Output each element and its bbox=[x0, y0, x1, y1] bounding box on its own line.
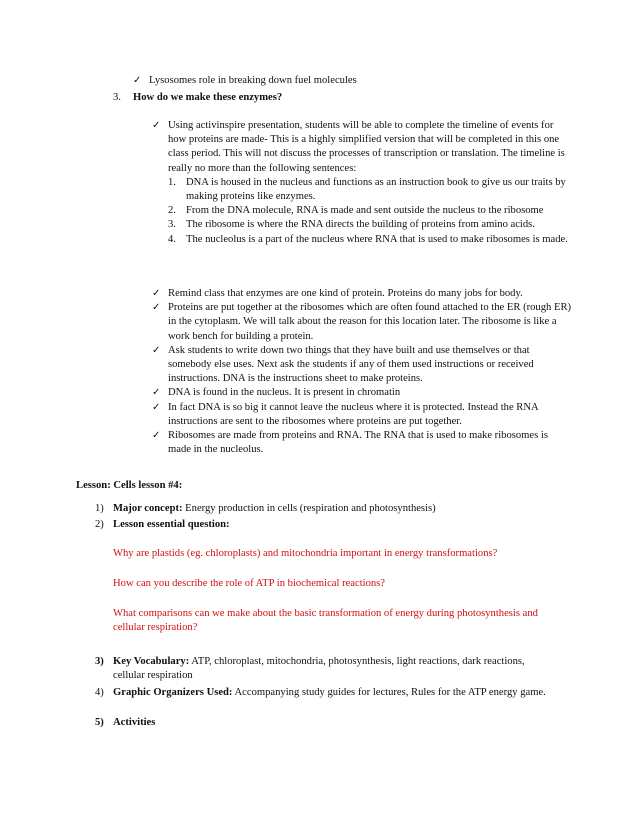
item-label: Activities bbox=[113, 717, 156, 728]
item-text: Energy production in cells (respiration and photosynthesis) bbox=[182, 503, 436, 514]
item-text: Accompanying study guides for lectures, Rules for the ATP energy game. bbox=[232, 687, 546, 698]
bullet-text: Remind class that enzymes are one kind of protein. Proteins do many jobs for body. bbox=[168, 288, 523, 299]
check-mark-icon: ✓ bbox=[152, 387, 161, 399]
bullet-item bbox=[152, 401, 572, 429]
timeline-number: 4. bbox=[168, 233, 176, 245]
bullet-list bbox=[152, 287, 572, 457]
essential-question-3: What comparisons can we make about the basic transformation of energy during photosynthesis and cellular respiration? bbox=[113, 608, 538, 634]
question-3-number: 3. bbox=[113, 92, 121, 103]
timeline-text: DNA is housed in the nucleus and functions as an instruction book to give us our traits by making proteins like enzymes. bbox=[186, 176, 566, 203]
question-3-heading bbox=[113, 91, 553, 105]
timeline-item bbox=[168, 176, 572, 204]
lesson-item-major-concept bbox=[95, 502, 555, 516]
bullet-item bbox=[152, 429, 572, 457]
question-3-title: How do we make these enzymes? bbox=[133, 92, 283, 103]
check-mark-icon: ✓ bbox=[152, 344, 161, 356]
item-number: 5) bbox=[95, 717, 104, 728]
lesson-item-graphic-organizers bbox=[95, 686, 555, 700]
lesson-item-activities bbox=[95, 716, 555, 730]
check-mark-icon: ✓ bbox=[152, 288, 161, 299]
bullet-text: DNA is found in the nucleus. It is present in chromatin bbox=[168, 387, 401, 399]
timeline-number: 2. bbox=[168, 205, 176, 217]
item-label: Lesson essential question: bbox=[113, 519, 230, 530]
timeline-number: 3. bbox=[168, 219, 176, 231]
check-mark-icon: ✓ bbox=[152, 120, 161, 131]
item-label: Graphic Organizers Used: bbox=[113, 687, 233, 698]
item-label: Major concept: bbox=[113, 503, 183, 514]
check-mark-icon: ✓ bbox=[152, 401, 161, 413]
bullet-text: Using activinspire presentation, students will be able to complete the timeline of events for how proteins are made- This is a highly simplified version that will be completed in this one class period. This will not discuss the processes of transcription or translation. The timeline is really no more than the following sentences: bbox=[168, 120, 565, 174]
check-mark-icon: ✓ bbox=[133, 75, 142, 86]
lesson-heading: Lesson: Cells lesson #4: bbox=[76, 480, 183, 491]
lysosomes-bullet-text: Lysosomes role in breaking down fuel molecules bbox=[149, 75, 357, 86]
lesson-item-essential-question bbox=[95, 518, 555, 532]
timeline-number: 1. bbox=[168, 176, 176, 188]
timeline-item bbox=[168, 218, 572, 232]
timeline-list bbox=[168, 176, 572, 247]
timeline-text: The nucleolus is a part of the nucleus where RNA that is used to make ribosomes is made. bbox=[186, 233, 568, 245]
bullet-text: In fact DNA is so big it cannot leave the nucleus where it is protected. Instead the RNA instructions are sent to the ribosomes where proteins are put together. bbox=[168, 401, 539, 427]
bullet-text: Ribosomes are made from proteins and RNA. The RNA that is used to make ribosomes is made in the nucleolus. bbox=[168, 430, 548, 456]
item-number: 3) bbox=[95, 656, 104, 667]
bullet-text: Ask students to write down two things that they have built and use themselves or that somebody else uses. Next ask the students if any of them used instructions or received instructions. DNA is the instructions sheet to make proteins. bbox=[168, 344, 534, 385]
bullet-item bbox=[152, 301, 572, 344]
lesson-item-key-vocabulary bbox=[95, 655, 555, 683]
timeline-item bbox=[168, 233, 572, 247]
bullet-text: Proteins are put together at the ribosomes which are often found attached to the ER (rough ER) in the cytoplasm. We will talk about the reason for this location later. The ribosome is like a work bench for building a protein. bbox=[168, 302, 572, 342]
check-mark-icon: ✓ bbox=[152, 430, 161, 442]
bullet-item bbox=[152, 344, 572, 387]
item-text: ATP, chloroplast, mitochondria, photosynthesis, light reactions, dark reactions, cellular respiration bbox=[113, 656, 525, 682]
check-mark-icon: ✓ bbox=[152, 302, 161, 314]
essential-question-2: How can you describe the role of ATP in biochemical reactions? bbox=[113, 578, 386, 589]
timeline-item bbox=[168, 204, 572, 218]
item-label: Key Vocabulary: bbox=[113, 656, 190, 667]
timeline-text: The ribosome is where the RNA directs the building of proteins from amino acids. bbox=[186, 219, 535, 231]
lysosomes-bullet bbox=[133, 74, 573, 88]
item-number: 4) bbox=[95, 687, 104, 698]
essential-question-1: Why are plastids (eg. chloroplasts) and mitochondria important in energy transformations? bbox=[113, 548, 498, 559]
bullet-item bbox=[152, 287, 572, 301]
timeline-text: From the DNA molecule, RNA is made and sent outside the nucleus to the ribosome bbox=[186, 205, 544, 217]
bullet-activinspire bbox=[152, 119, 572, 247]
item-number: 1) bbox=[95, 503, 104, 514]
item-number: 2) bbox=[95, 519, 104, 530]
bullet-item bbox=[152, 386, 572, 400]
